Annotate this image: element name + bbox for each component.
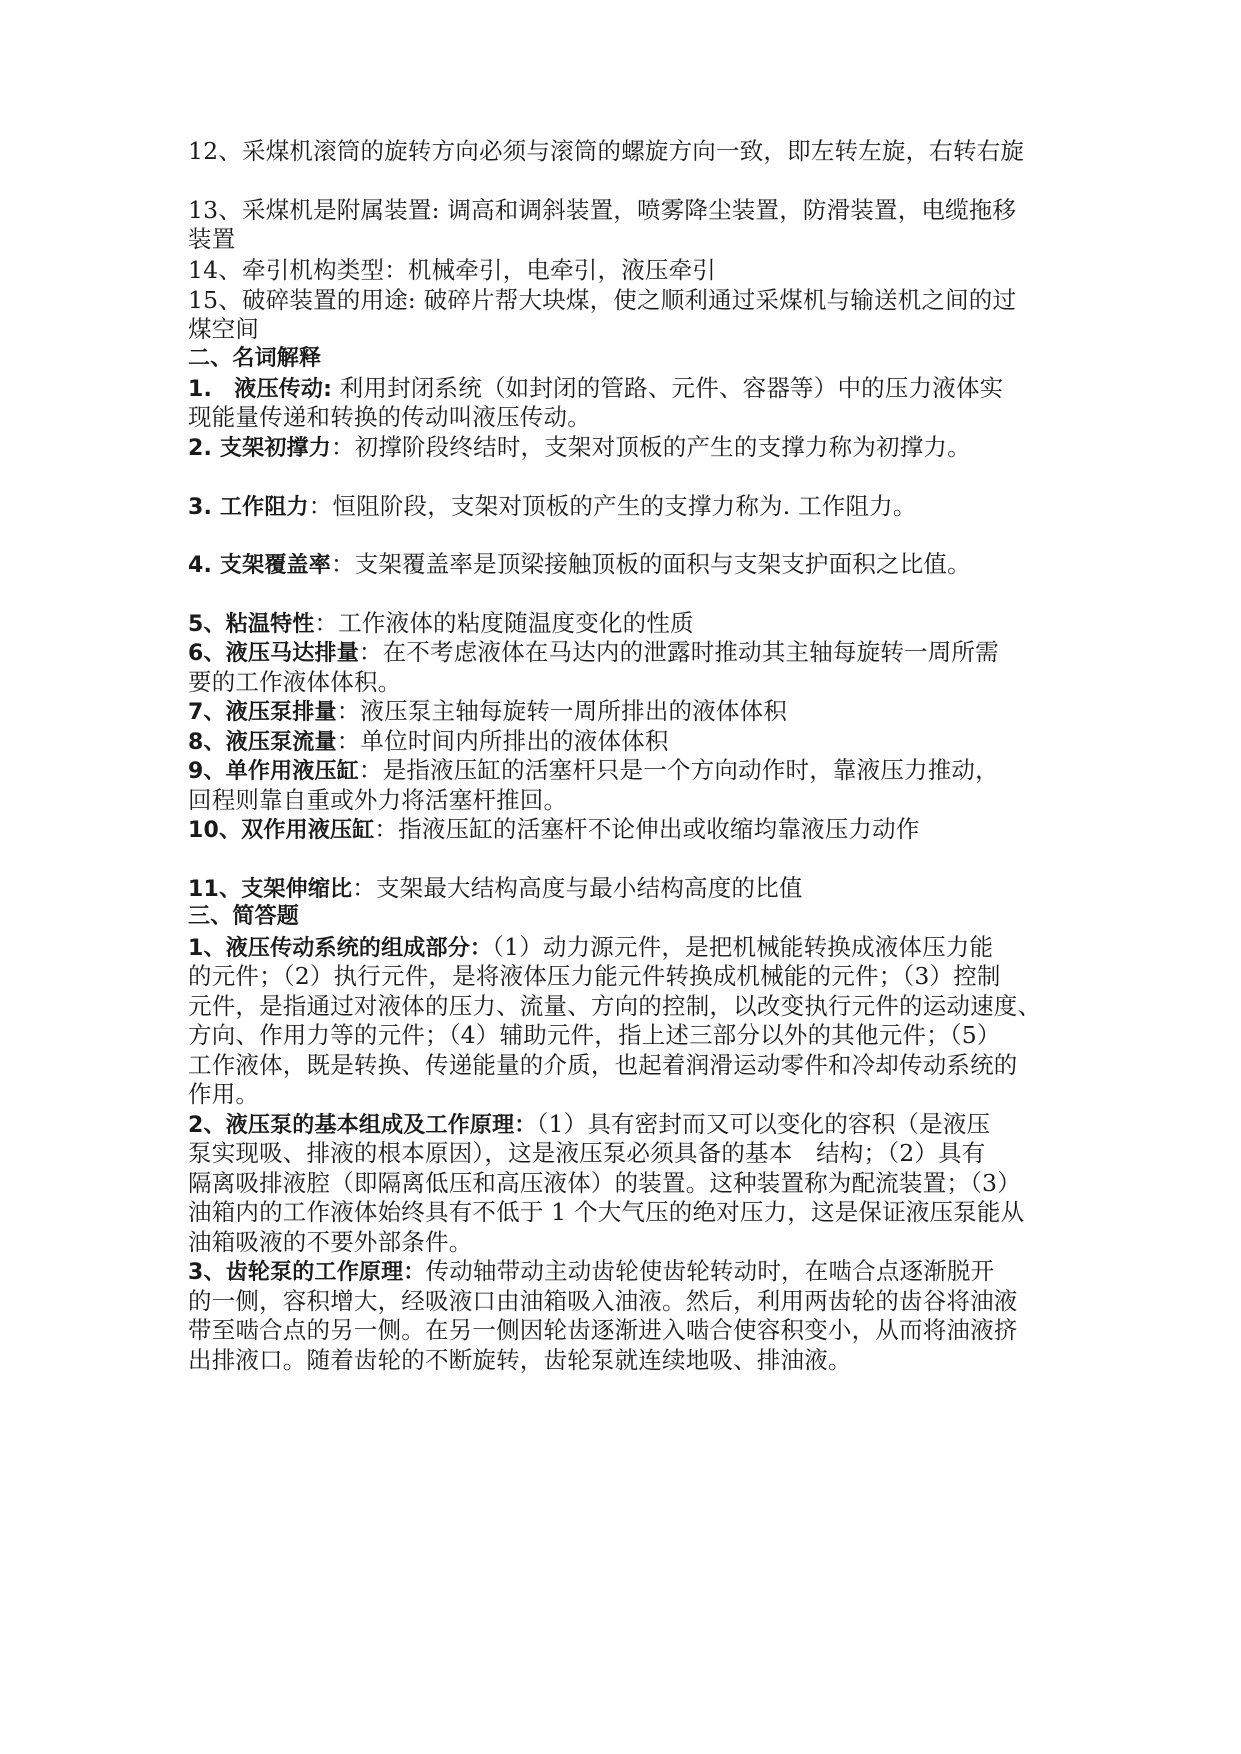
text-line: 油箱内的工作液体始终具有不低于 1 个大气压的绝对压力，这是保证液压泵能从 bbox=[188, 1198, 1025, 1226]
definition-item: 8、液压泵流量：单位时间内所排出的液体体积 bbox=[188, 727, 669, 755]
definition-item: 11、支架伸缩比：支架最大结构高度与最小结构高度的比值 bbox=[188, 874, 803, 902]
definition-item: 5、粘温特性：工作液体的粘度随温度变化的性质 bbox=[188, 609, 694, 637]
text-line: 工作液体，既是转换、传递能量的介质，也起着润滑运动零件和冷却传动系统的 bbox=[188, 1051, 1018, 1079]
section-heading: 三、简答题 bbox=[188, 904, 300, 929]
text-line: 煤空间 bbox=[188, 315, 260, 343]
answer-item: 2、液压泵的基本组成及工作原理：（1）具有密封而又可以变化的容积（是液压 bbox=[188, 1110, 991, 1138]
text-line: 带至啮合点的另一侧。在另一侧因轮齿逐渐进入啮合使容积变小，从而将油液挤 bbox=[188, 1316, 1018, 1344]
text-line: 出排液口。随着齿轮的不断旋转，齿轮泵就连续地吸、排油液。 bbox=[188, 1346, 852, 1374]
text-line: 要的工作液体体积。 bbox=[188, 668, 402, 696]
text-line: 12、采煤机滚筒的旋转方向必须与滚筒的螺旋方向一致，即左转左旋，右转右旋 bbox=[188, 137, 1025, 165]
text-line: 13、采煤机是附属装置: 调高和调斜装置，喷雾降尘装置，防滑装置，电缆拖移 bbox=[188, 196, 1017, 224]
definition-item: 4. 支架覆盖率：支架覆盖率是顶梁接触顶板的面积与支架支护面积之比值。 bbox=[188, 550, 971, 578]
definition-item: 3. 工作阻力：恒阻阶段，支架对顶板的产生的支撑力称为. 工作阻力。 bbox=[188, 492, 917, 520]
text-line: 油箱吸液的不要外部条件。 bbox=[188, 1228, 473, 1256]
text-line: 的元件；（2）执行元件，是将液体压力能元件转换成机械能的元件；（3）控制 bbox=[188, 962, 1001, 990]
text-line: 的一侧，容积增大，经吸液口由油箱吸入油液。然后，利用两齿轮的齿谷将油液 bbox=[188, 1287, 1018, 1315]
definition-item: 1. 液压传动: 利用封闭系统（如封闭的管路、元件、容器等）中的压力液体实 bbox=[188, 374, 1004, 402]
answer-item: 3、齿轮泵的工作原理：传动轴带动主动齿轮使齿轮转动时，在啮合点逐渐脱开 bbox=[188, 1257, 995, 1285]
text-line: 隔离吸排液腔（即隔离低压和高压液体）的装置。这种装置称为配流装置；（3） bbox=[188, 1169, 1021, 1197]
text-line: 装置 bbox=[188, 225, 236, 253]
answer-item: 1、液压传动系统的组成部分：（1）动力源元件，是把机械能转换成液体压力能 bbox=[188, 933, 994, 961]
section-heading: 二、名词解释 bbox=[188, 346, 322, 371]
definition-item: 9、单作用液压缸：是指液压缸的活塞杆只是一个方向动作时，靠液压力推动， bbox=[188, 756, 999, 784]
definition-item: 10、双作用液压缸：指液压缸的活塞杆不论伸出或收缩均靠液压力动作 bbox=[188, 815, 920, 843]
text-line: 14、牵引机构类型：机械牵引，电牵引，液压牵引 bbox=[188, 256, 717, 284]
text-line: 方向、作用力等的元件；（4）辅助元件，指上述三部分以外的其他元件；（5） bbox=[188, 1021, 1001, 1049]
text-line: 作用。 bbox=[188, 1080, 260, 1108]
text-line: 泵实现吸、排液的根本原因），这是液压泵必须具备的基本 结构；（2）具有 bbox=[188, 1139, 986, 1167]
definition-item: 6、液压马达排量：在不考虑液体在马达内的泄露时推动其主轴每旋转一周所需 bbox=[188, 638, 999, 666]
definition-item: 7、液压泵排量：液压泵主轴每旋转一周所排出的液体体积 bbox=[188, 697, 788, 725]
text-line: 回程则靠自重或外力将活塞杆推回。 bbox=[188, 786, 568, 814]
definition-item: 2. 支架初撑力：初撑阶段终结时，支架对顶板的产生的支撑力称为初撑力。 bbox=[188, 433, 971, 461]
text-line: 15、破碎装置的用途: 破碎片帮大块煤，使之顺利通过采煤机与输送机之间的过 bbox=[188, 286, 1017, 314]
text-line: 现能量传递和转换的传动叫液压传动。 bbox=[188, 403, 591, 431]
text-line: 元件，是指通过对液体的压力、流量、方向的控制，以改变执行元件的运动速度、 bbox=[188, 992, 1042, 1020]
